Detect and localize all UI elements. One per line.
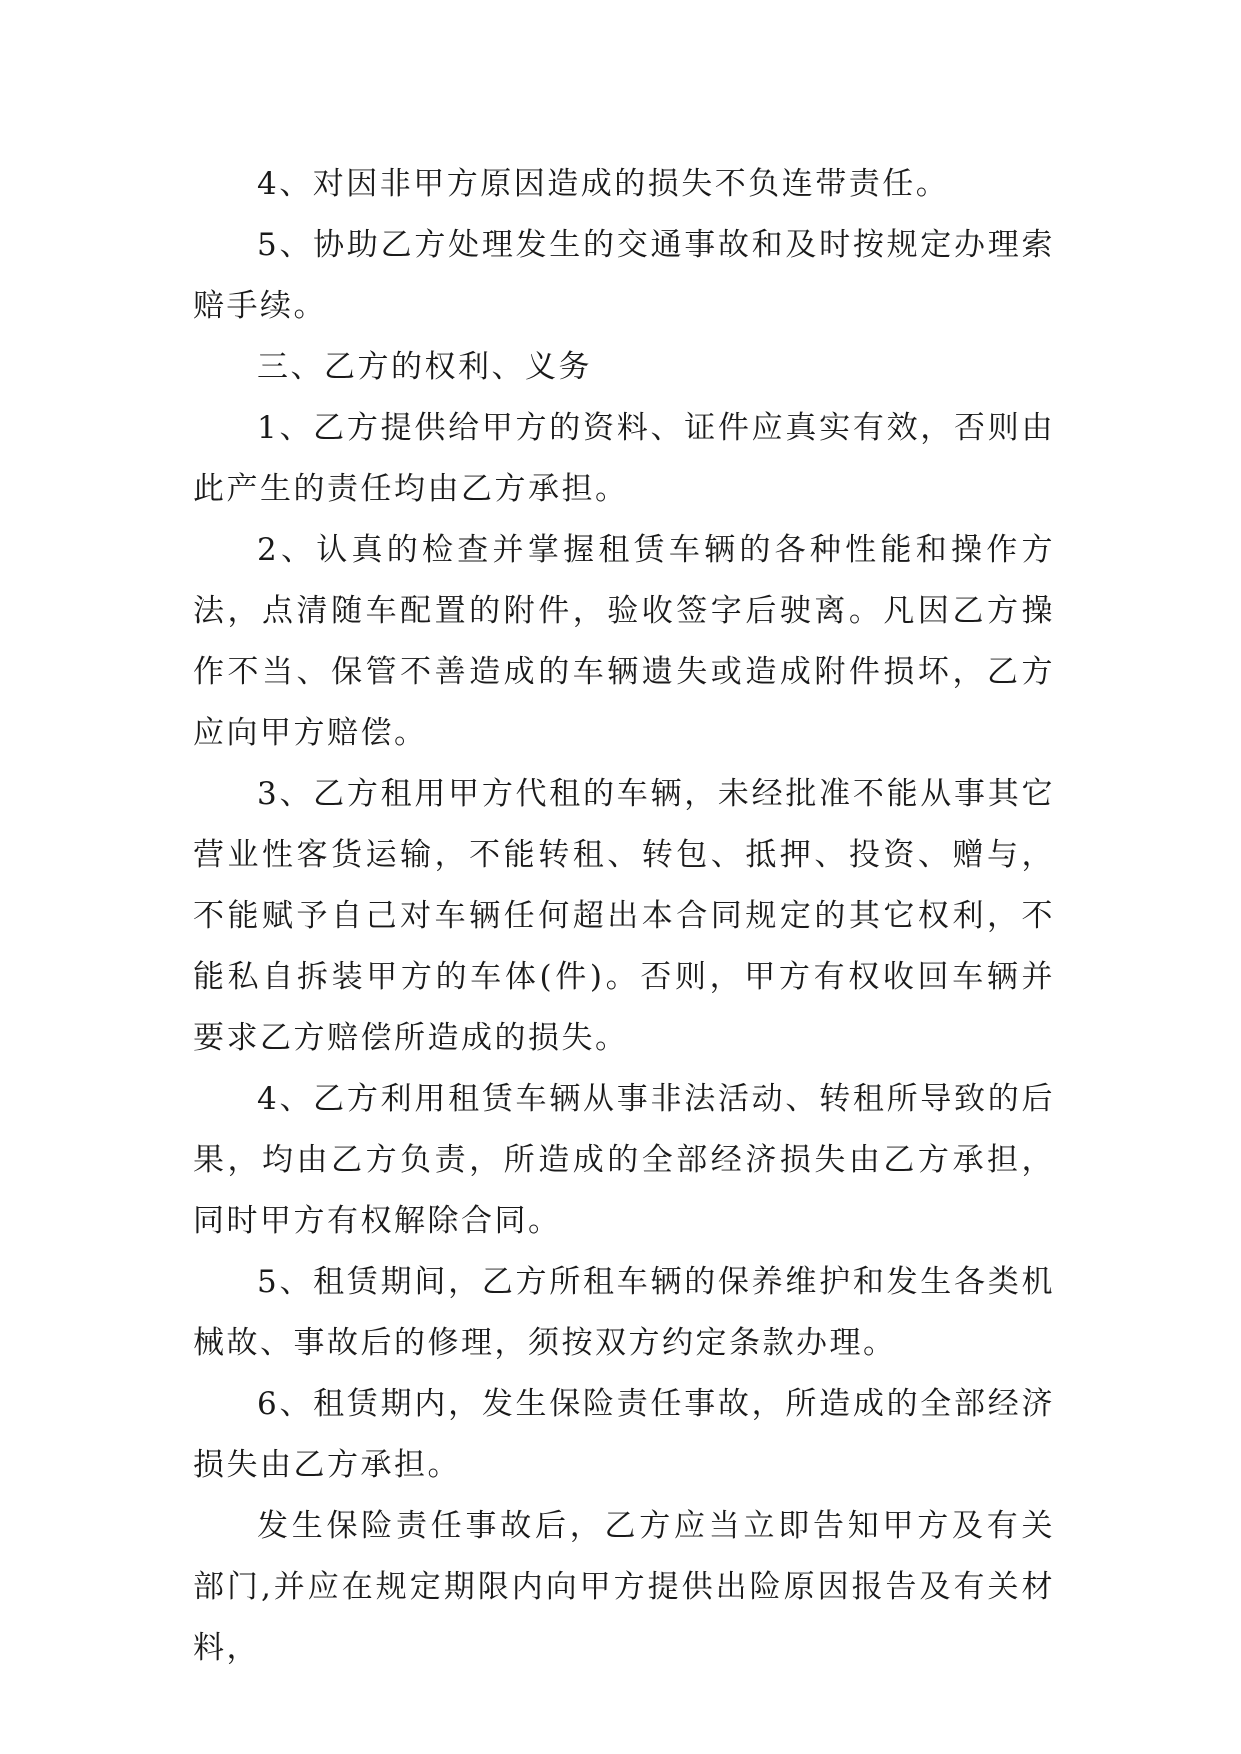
paragraph-item-1-true-documents: 1、乙方提供给甲方的资料、证件应真实有效，否则由此产生的责任均由乙方承担。 <box>193 410 1055 507</box>
paragraph-accident-notification: 发生保险责任事故后，乙方应当立即告知甲方及有关部门,并应在规定期限内向甲方提供出险原因报告及有关材料， <box>193 1508 1055 1666</box>
paragraph-item-4-illegal-activities: 4、乙方利用租赁车辆从事非法活动、转租所导致的后果，均由乙方负责，所造成的全部经济损失由乙方承担，同时甲方有权解除合同。 <box>193 1081 1055 1239</box>
section-heading-party-b-rights-duties: 三、乙方的权利、义务 <box>257 349 592 385</box>
paragraph-item-2-inspect-vehicle: 2、认真的检查并掌握租赁车辆的各种性能和操作方法，点清随车配置的附件，验收签字后驶离。凡因乙方操作不当、保管不善造成的车辆遗失或造成附件损坏，乙方应向甲方赔偿。 <box>193 532 1055 751</box>
paragraph-item-5-maintenance-repair: 5、租赁期间，乙方所租车辆的保养维护和发生各类机械故、事故后的修理，须按双方约定条款办理。 <box>193 1264 1055 1361</box>
paragraph-item-5-assist-accident-claims: 5、协助乙方处理发生的交通事故和及时按规定办理索赔手续。 <box>193 227 1055 324</box>
document-body <box>193 154 1055 1679</box>
paragraph-item-3-usage-restrictions: 3、乙方租用甲方代租的车辆，未经批准不能从事其它营业性客货运输，不能转租、转包、抵押、投资、赠与，不能赋予自己对车辆任何超出本合同规定的其它权利，不能私自拆装甲方的车体(件)。否则，甲方有权收回车辆并要求乙方赔偿所造成的损失。 <box>193 776 1055 1056</box>
paragraph-item-4-no-joint-liability: 4、对因非甲方原因造成的损失不负连带责任。 <box>257 166 950 202</box>
paragraph-item-6-insurance-accident-loss: 6、租赁期内，发生保险责任事故，所造成的全部经济损失由乙方承担。 <box>193 1386 1055 1483</box>
